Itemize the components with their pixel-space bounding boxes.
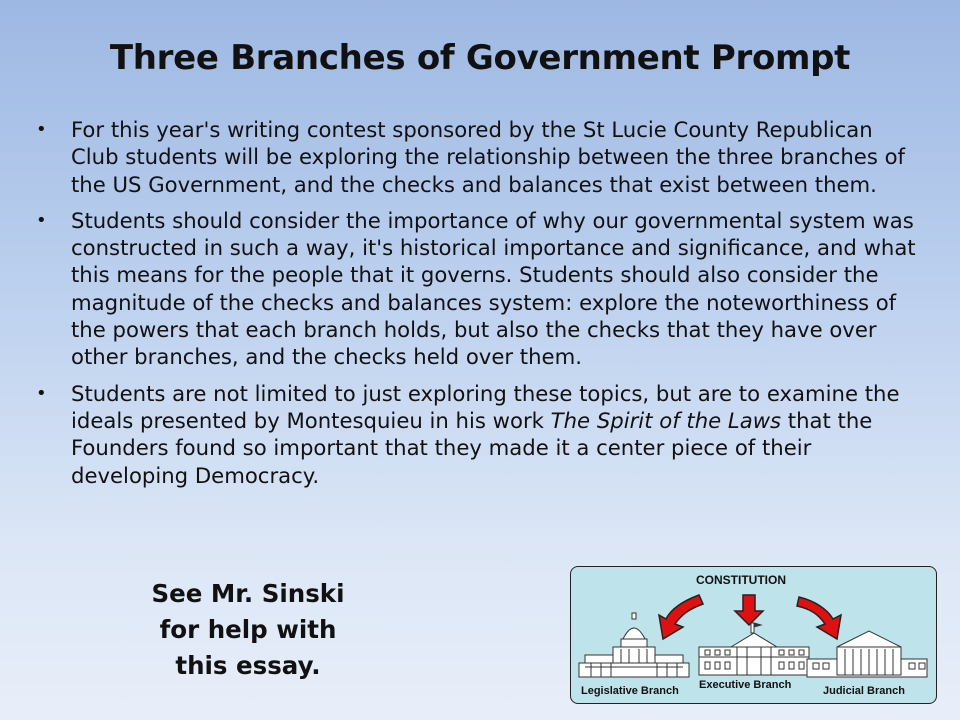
bullet-item-consider — [36, 207, 916, 371]
bullet-dot-icon: • — [36, 209, 47, 231]
bullet-dot-icon: • — [36, 382, 47, 404]
book-title: The Spirit of the Laws — [550, 407, 782, 433]
bullet-text: Students are not limited to just exploring these topics, but are to examine the ideals presented by Montesquieu in his work — [71, 380, 900, 433]
arrow-left-icon — [659, 595, 703, 639]
constitution-label: CONSTITUTION — [696, 573, 786, 587]
executive-branch-label: Executive Branch — [699, 679, 792, 691]
supreme-court-icon — [807, 631, 927, 677]
judicial-branch-label: Judicial Branch — [823, 685, 905, 697]
slide-title: Three Branches of Government Prompt — [109, 38, 851, 78]
bullet-item-montesquieu — [36, 380, 916, 489]
help-note-line: this essay. — [175, 651, 321, 680]
white-house-icon — [699, 623, 809, 675]
bullet-text-continued: that the Founders found so important that they made it a center piece of their developing Democracy. — [71, 407, 873, 488]
arrow-right-icon — [797, 597, 841, 639]
help-note-line: See Mr. Sinski — [151, 579, 345, 608]
three-branches-diagram — [570, 566, 937, 704]
arrow-center-icon — [735, 595, 763, 625]
bullet-text: For this year's writing contest sponsored by the St Lucie County Republican Club students will be exploring the relationship between the three branches of the US Government, and the checks and balances that exist between them. — [71, 117, 906, 197]
help-note — [140, 576, 356, 684]
legislative-branch-label: Legislative Branch — [581, 685, 679, 697]
bullet-dot-icon: • — [36, 119, 47, 140]
bullet-text: Students should consider the importance of why our governmental system was constructed in such a way, it's historical importance and significance, and what this means for the people that it governs. Students should also consider the magnitude of the checks and balances system: explore the noteworthiness of the powers that each branch holds, but also the checks that they have over other branches, and the checks held over them. — [71, 207, 916, 370]
help-note-line: for help with — [159, 615, 337, 644]
bullet-list — [36, 116, 916, 498]
bullet-item-contest — [36, 116, 916, 198]
